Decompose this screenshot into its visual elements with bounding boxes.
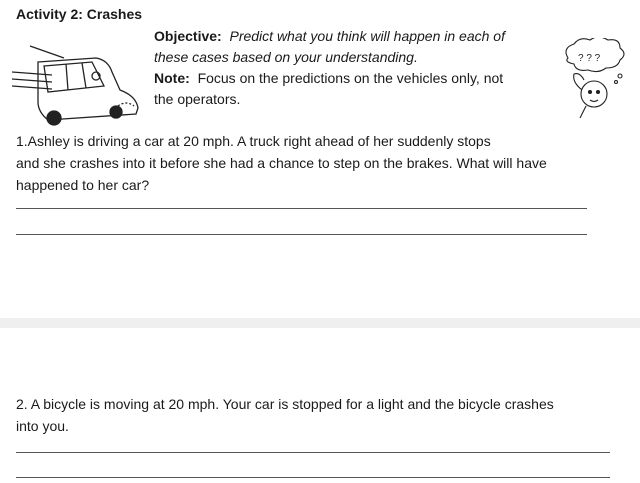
question-2 <box>16 393 606 437</box>
note-line2 <box>154 89 534 110</box>
note-text-1: Focus on the predictions on the vehicles only, not <box>197 70 504 86</box>
answer-line-2a[interactable] <box>16 452 610 453</box>
thought-marks: ? ? ? <box>578 53 601 64</box>
question-1-line-1: 1.Ashley is driving a car at 20 mph. A truck right ahead of her suddenly stops <box>16 133 491 149</box>
note-label: Note: <box>154 70 190 86</box>
answer-line-1b[interactable] <box>16 234 587 235</box>
note-text-2: the operators. <box>154 91 241 107</box>
question-2-line-2: into you. <box>16 418 69 434</box>
activity-title: Activity 2: Crashes <box>16 6 143 22</box>
objective-line1 <box>154 26 534 47</box>
question-1 <box>16 130 606 196</box>
page-break <box>0 318 640 328</box>
question-1-line-3: happened to her car? <box>16 177 150 193</box>
objective-text-1: Predict what you think will happen in each of <box>229 28 505 44</box>
answer-line-1a[interactable] <box>16 208 587 209</box>
objective-block <box>154 26 534 110</box>
objective-text-2: these cases based on your understanding. <box>154 49 418 65</box>
question-2-line-1: 2. A bicycle is moving at 20 mph. Your car is stopped for a light and the bicycle crashes <box>16 396 554 412</box>
thinking-figure <box>560 38 640 120</box>
answer-line-2b[interactable] <box>16 477 610 478</box>
objective-line2 <box>154 47 534 68</box>
question-1-line-2: and she crashes into it before she had a chance to step on the brakes. What will have <box>16 155 547 171</box>
car-illustration <box>8 42 158 134</box>
note-line1 <box>154 68 534 89</box>
objective-label: Objective: <box>154 28 222 44</box>
